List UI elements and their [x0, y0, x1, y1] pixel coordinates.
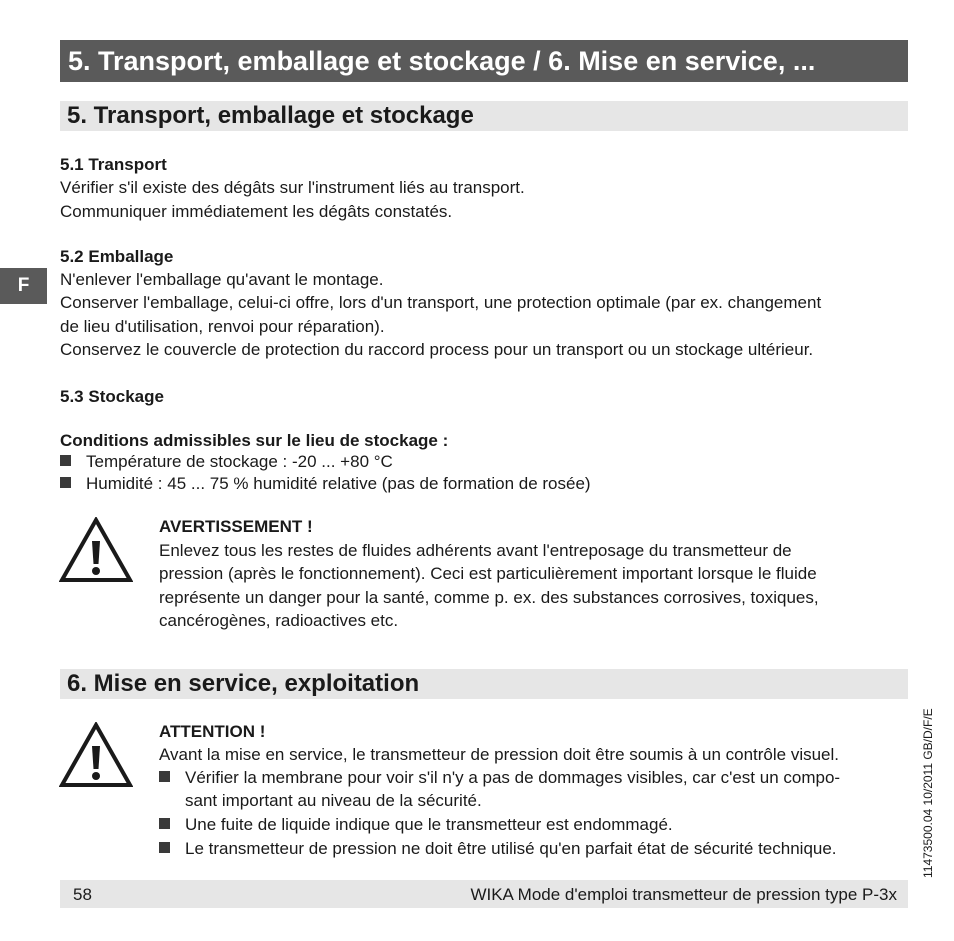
list-item: Vérifier la membrane pour voir s'il n'y a pas de dommages visibles, car c'est un compo-	[159, 766, 840, 790]
list-item-continuation: sant important au niveau de la sécurité.	[185, 791, 482, 810]
warning-line: pression (après le fonctionnement). Ceci est particulièrement important lorsque le fluide	[159, 564, 817, 583]
page-title: 5. Transport, emballage et stockage / 6. Mise en service, ...	[60, 40, 908, 82]
list-item: Une fuite de liquide indique que le transmetteur est endommagé.	[159, 813, 673, 837]
subheading-5-3: 5.3 Stockage	[60, 387, 164, 406]
language-tab: F	[0, 268, 47, 304]
paragraph-line: Vérifier s'il existe des dégâts sur l'instrument liés au transport.	[60, 178, 525, 197]
warning-triangle-icon	[59, 517, 133, 583]
bullet-square-icon	[159, 842, 170, 853]
bullet-square-icon	[60, 455, 71, 466]
attention-intro: Avant la mise en service, le transmetteur de pression doit être soumis à un contrôle visuel.	[159, 745, 840, 764]
bullet-square-icon	[159, 771, 170, 782]
paragraph-line: Conserver l'emballage, celui-ci offre, lors d'un transport, une protection optimale (par ex. changement	[60, 293, 822, 312]
paragraph-line: Conservez le couvercle de protection du raccord process pour un transport ou un stockage ultérieur.	[60, 340, 814, 359]
storage-conditions-heading: Conditions admissibles sur le lieu de stockage :	[60, 431, 449, 450]
bullet-square-icon	[159, 818, 170, 829]
list-item: Le transmetteur de pression ne doit être utilisé qu'en parfait état de sécurité technique.	[159, 837, 837, 861]
paragraph-line: N'enlever l'emballage qu'avant le montage.	[60, 270, 384, 289]
warning-triangle-icon	[59, 722, 133, 788]
subheading-5-1: 5.1 Transport	[60, 155, 167, 174]
list-item: Humidité : 45 ... 75 % humidité relative (pas de formation de rosée)	[60, 472, 591, 496]
warning-line: Enlevez tous les restes de fluides adhérents avant l'entreposage du transmetteur de	[159, 541, 792, 560]
paragraph-line: de lieu d'utilisation, renvoi pour réparation).	[60, 317, 385, 336]
section-5-heading: 5. Transport, emballage et stockage	[60, 101, 908, 131]
warning-line: cancérogènes, radioactives etc.	[159, 611, 399, 630]
attention-title: ATTENTION !	[159, 722, 266, 741]
bullet-square-icon	[60, 477, 71, 488]
warning-title: AVERTISSEMENT !	[159, 517, 313, 536]
footer-document-title: WIKA Mode d'emploi transmetteur de pression type P-3x	[470, 885, 897, 904]
page-number: 58	[73, 885, 92, 904]
paragraph-line: Communiquer immédiatement les dégâts constatés.	[60, 202, 453, 221]
document-reference: 11473500.04 10/2011 GB/D/F/E	[921, 708, 935, 878]
subheading-5-2: 5.2 Emballage	[60, 247, 174, 266]
section-6-heading: 6. Mise en service, exploitation	[60, 669, 908, 699]
list-item: Température de stockage : -20 ... +80 °C	[60, 450, 393, 474]
warning-line: représente un danger pour la santé, comme p. ex. des substances corrosives, toxiques,	[159, 588, 819, 607]
